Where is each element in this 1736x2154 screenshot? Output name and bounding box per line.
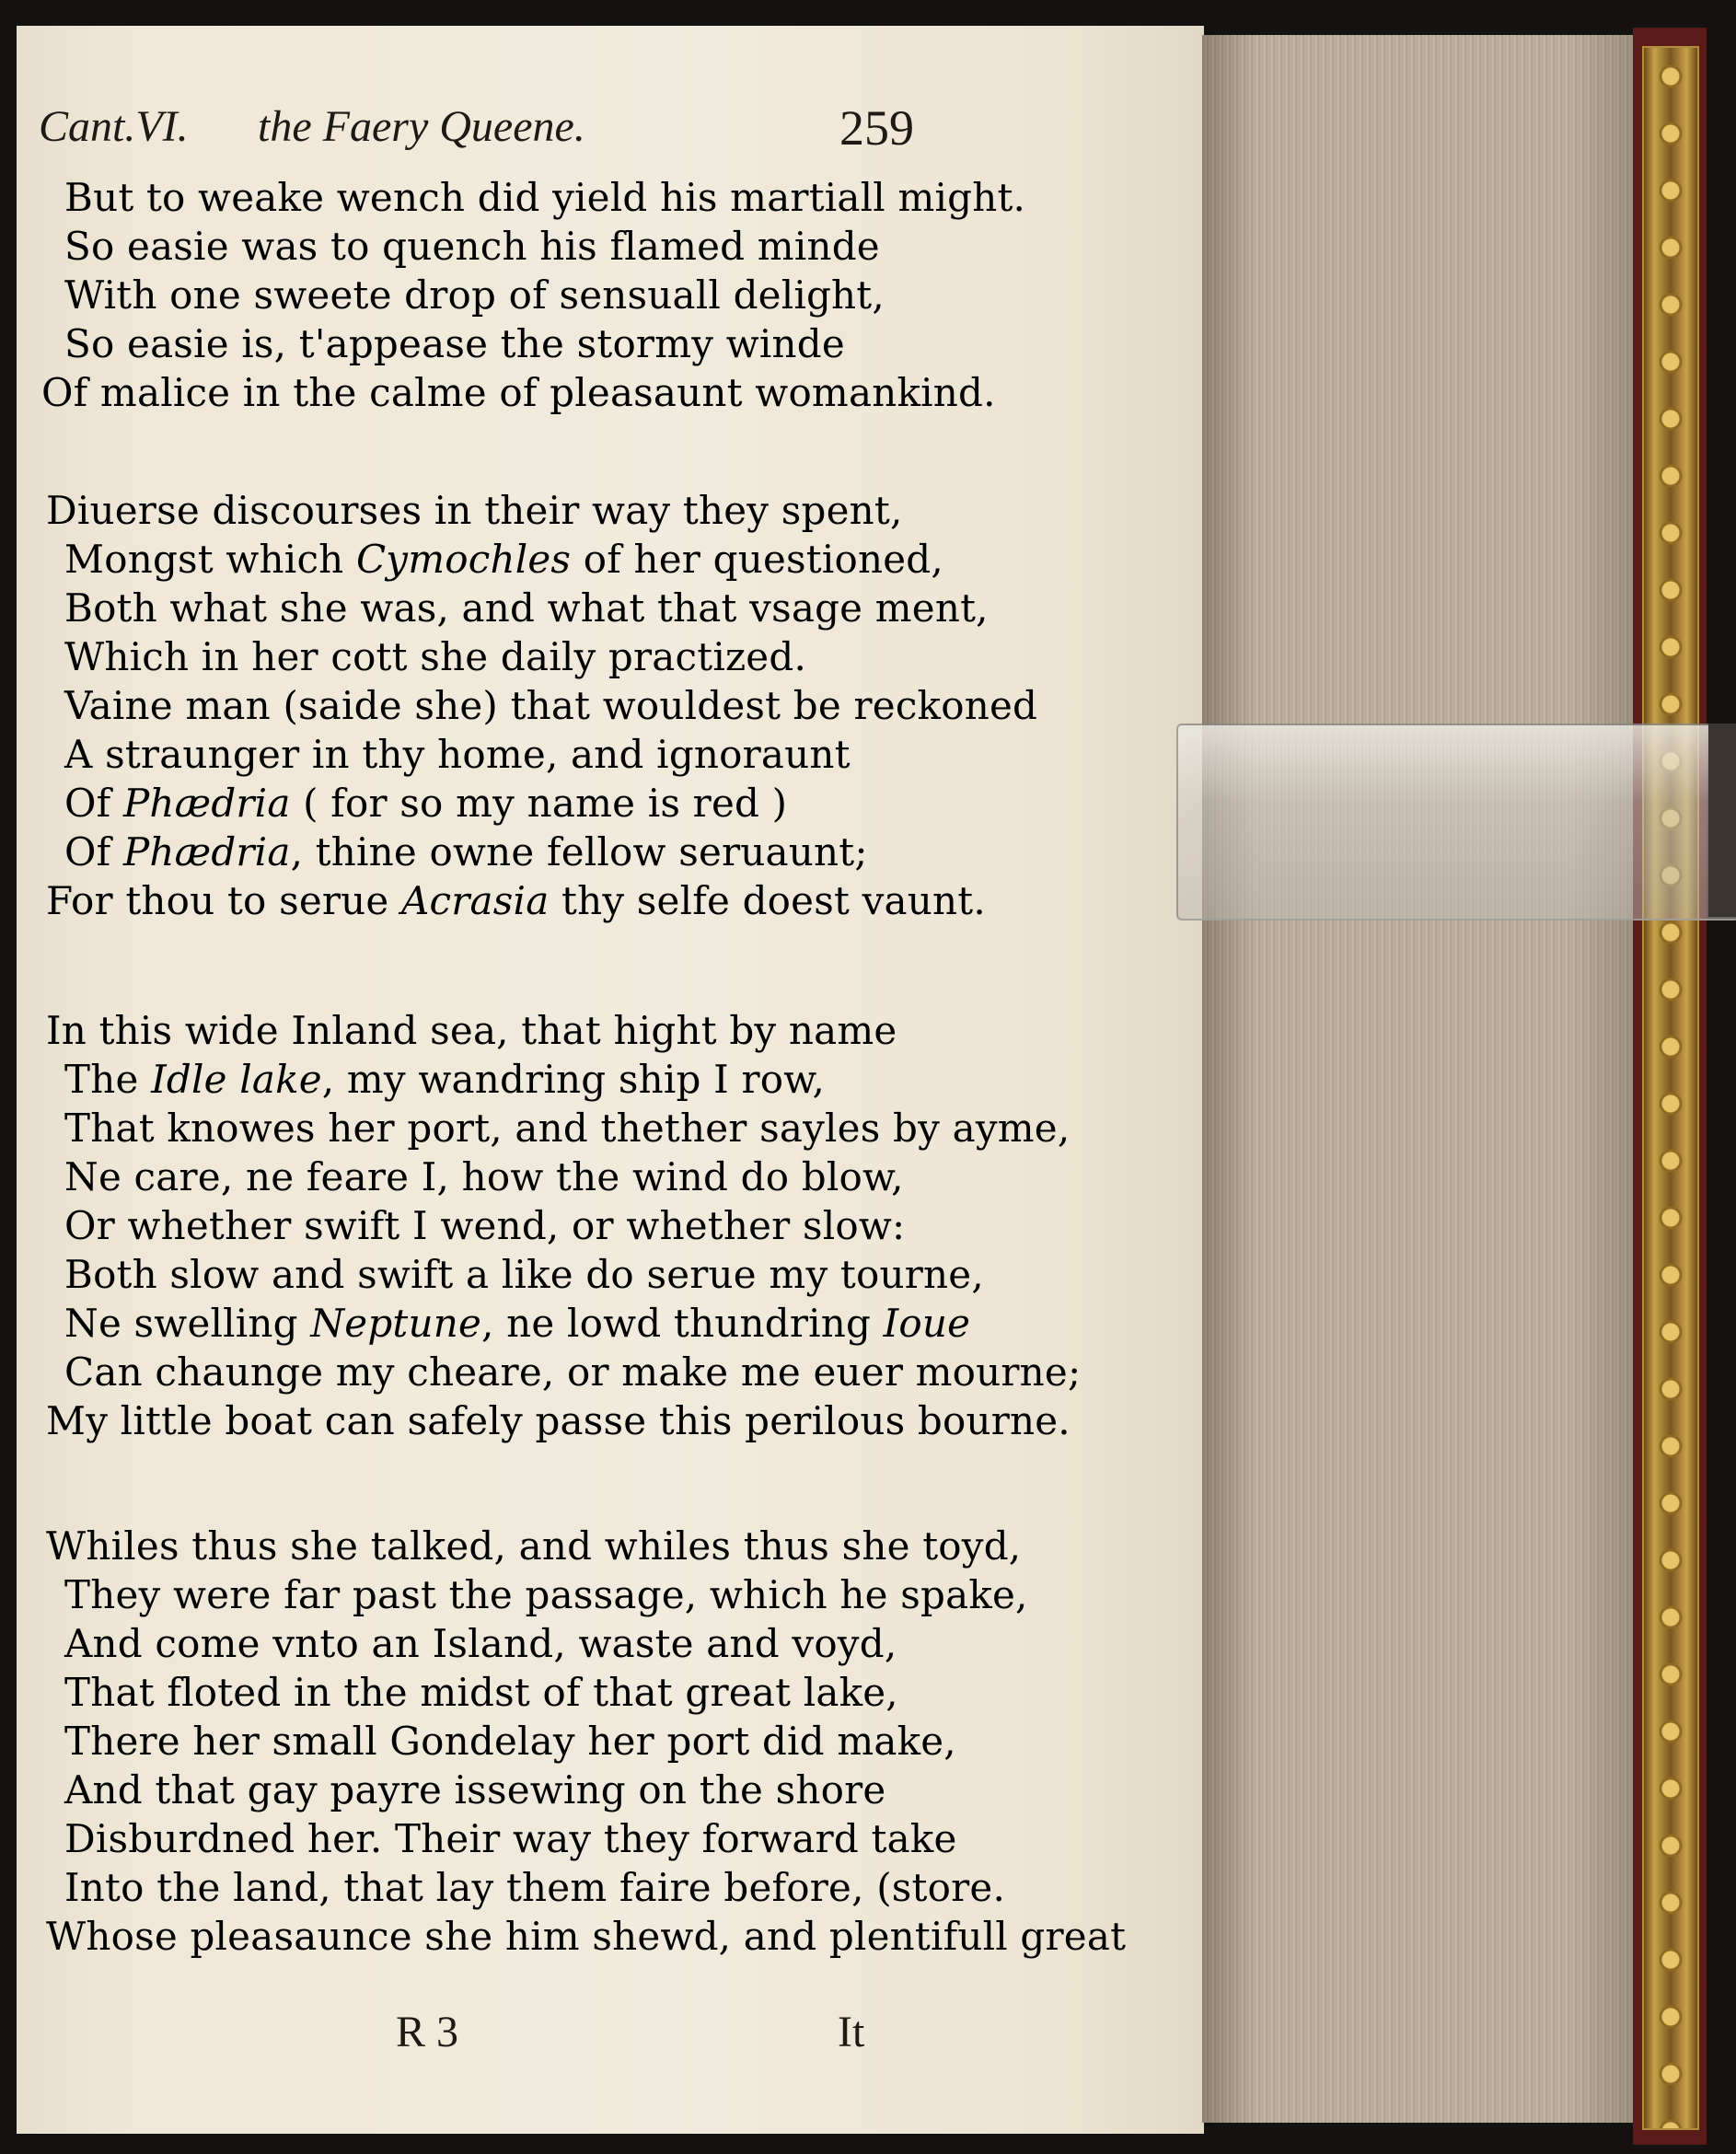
verse-line [64,585,989,631]
verse-text: And come vnto an Island, waste and voyd, [64,1621,897,1666]
verse-text: , thine owne fellow seruaunt; [290,829,868,874]
italic-name: Neptune [310,1301,482,1346]
verse-text: , ne lowd thundring [481,1301,884,1346]
verse-line [64,829,868,874]
verse-text: That floted in the midst of that great lake, [64,1670,898,1715]
verse-line [64,272,885,318]
verse-line [64,1816,957,1861]
verse-line [64,1670,898,1715]
verse-line [64,1154,904,1199]
verse-line [46,1914,1126,1959]
verse-text: Can chaunge my cheare, or make me euer mourne; [64,1349,1082,1395]
bookmark-shadow [1708,724,1736,917]
verse-line [46,488,903,533]
verse-line [64,537,943,582]
verse-text: Of [64,781,123,826]
verse-text: A straunger in thy home, and ignoraunt [64,732,851,777]
verse-text: Both slow and swift a like do serue my tourne, [64,1252,984,1297]
verse-line [64,175,1025,220]
verse-line [64,1865,1005,1910]
verse-text: That knowes her port, and thether sayles by ayme, [64,1106,1071,1151]
verse-line [46,1398,1071,1443]
verse-line [64,634,806,679]
verse-text: They were far past the passage, which he spake, [64,1572,1028,1617]
verse-text: And that gay payre issewing on the shore [64,1767,886,1812]
verse-text: Into the land, that lay them faire before, (store. [64,1865,1005,1910]
verse-line [64,321,845,366]
verse-line [46,1523,1021,1569]
verse-text: ( for so my name is red ) [290,781,788,826]
verse-line [64,683,1037,728]
italic-name: Ioue [883,1301,971,1346]
verse-line [64,1252,984,1297]
verse-text: Or whether swift I wend, or whether slow: [64,1203,906,1248]
verse-text: In this wide Inland sea, that hight by name [46,1008,897,1053]
verse-text: Of malice in the calme of pleasaunt womankind. [41,370,996,415]
verse-line [64,1106,1070,1151]
verse-text: Disburdned her. Their way they forward take [64,1816,957,1861]
italic-name: Cymochles [355,537,572,582]
verse-line [64,1572,1028,1617]
verse-text: Whiles thus she talked, and whiles thus she toyd, [46,1523,1022,1569]
canto-label: Cant.VI. [39,102,189,151]
verse-line [64,224,880,269]
running-title: the Faery Queene. [258,102,585,151]
verse-text: thy selfe doest vaunt. [549,878,986,923]
verse-text: My little boat can safely passe this perilous bourne. [46,1398,1071,1443]
verse-text: There her small Gondelay her port did make, [64,1719,956,1764]
italic-name: Phædria [122,781,291,826]
verse-text: Whose pleasaunce she him shewd, and plentifull great [46,1914,1127,1959]
verse-text: With one sweete drop of sensuall delight, [64,272,885,318]
verse-text: So easie was to quench his flamed minde [64,224,880,269]
gilt-border-ornament [1642,46,1699,2130]
italic-name: Phædria [122,829,291,874]
verse-text: of her questioned, [571,537,943,582]
verse-line [64,1349,1081,1395]
verse-line [46,878,986,923]
verse-line [64,1057,825,1102]
verse-line [64,1767,885,1812]
verse-text: The [64,1057,152,1102]
page-number: 259 [839,100,914,156]
verse-text: Of [64,829,123,874]
italic-name: Acrasia [401,878,550,923]
verse-text: Diuerse discourses in their way they spent, [46,488,903,533]
verse-text: Both what she was, and what that vsage ment, [64,585,989,631]
verse-text: Which in her cott she daily practized. [64,634,806,679]
verse-text: Vaine man (saide she) that wouldest be reckoned [64,683,1038,728]
verse-text: , my wandring ship I row, [321,1057,826,1102]
verse-line [64,1203,905,1248]
verse-text: For thou to serue [46,878,402,923]
verse-text: Ne care, ne feare I, how the wind do blow, [64,1154,904,1199]
verse-text: Mongst which [64,537,356,582]
verse-line [64,781,787,826]
verse-line [46,1008,897,1053]
verse-line [64,1621,897,1666]
signature-mark: R 3 [396,2008,459,2056]
page-edges [1202,35,1635,2123]
verse-line [41,370,996,415]
verse-text: Ne swelling [64,1301,311,1346]
clear-bookmark-tab [1176,724,1736,921]
italic-name: Idle lake [151,1057,322,1102]
verse-line [64,1301,970,1346]
verse-text: So easie is, t'appease the stormy winde [64,321,845,366]
verse-line [64,1719,956,1764]
catchword: It [838,2008,865,2056]
verse-line [64,732,851,777]
verse-text: But to weake wench did yield his martiall might. [64,175,1026,220]
